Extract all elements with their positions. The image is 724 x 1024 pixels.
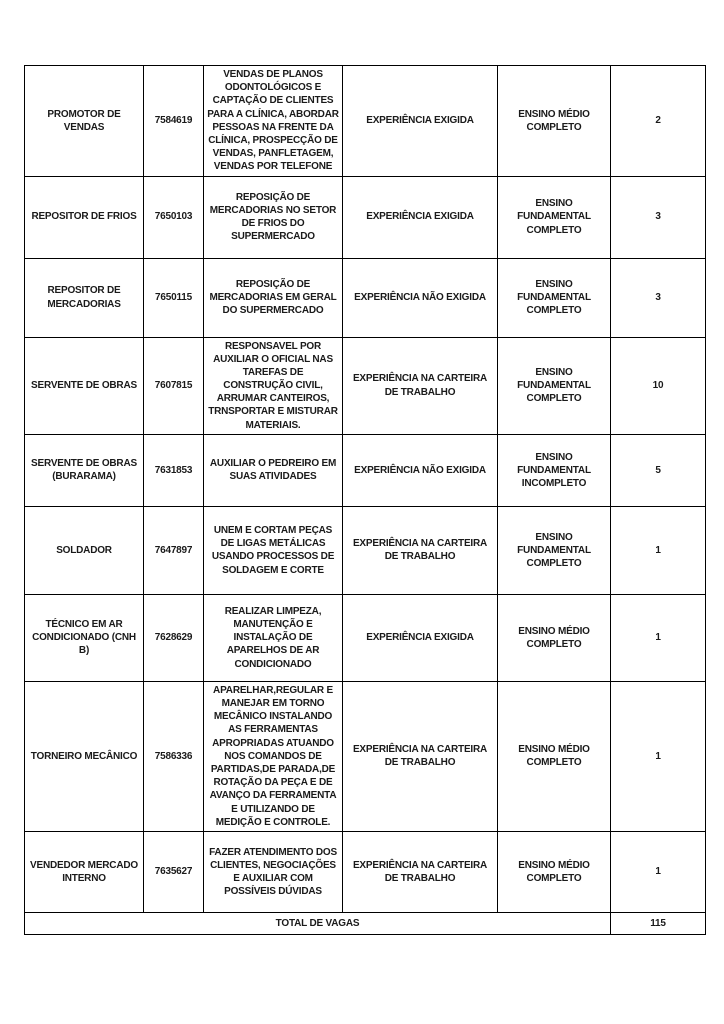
experience-cell: EXPERIÊNCIA NA CARTEIRA DE TRABALHO	[343, 831, 498, 912]
description-cell: REALIZAR LIMPEZA, MANUTENÇÃO E INSTALAÇÃO DE APARELHOS DE AR CONDICIONADO	[204, 594, 343, 681]
job-title-cell: TORNEIRO MECÂNICO	[25, 681, 144, 831]
job-title-cell: VENDEDOR MERCADO INTERNO	[25, 831, 144, 912]
code-cell: 7647897	[144, 506, 204, 594]
code-cell: 7584619	[144, 66, 204, 177]
description-cell: REPOSIÇÃO DE MERCADORIAS EM GERAL DO SUPERMERCADO	[204, 258, 343, 337]
education-cell: ENSINO MÉDIO COMPLETO	[498, 831, 611, 912]
vacancies-cell: 1	[611, 681, 706, 831]
experience-cell: EXPERIÊNCIA NA CARTEIRA DE TRABALHO	[343, 337, 498, 434]
table-row	[25, 66, 706, 177]
job-title-cell: REPOSITOR DE FRIOS	[25, 176, 144, 258]
table-row	[25, 594, 706, 681]
vacancies-cell: 5	[611, 434, 706, 506]
code-cell: 7631853	[144, 434, 204, 506]
vacancies-cell: 1	[611, 506, 706, 594]
vacancies-cell: 3	[611, 258, 706, 337]
description-cell: FAZER ATENDIMENTO DOS CLIENTES, NEGOCIAÇÕES E AUXILIAR COM POSSÍVEIS DÚVIDAS	[204, 831, 343, 912]
table-row	[25, 506, 706, 594]
job-title-cell: SOLDADOR	[25, 506, 144, 594]
experience-cell: EXPERIÊNCIA NA CARTEIRA DE TRABALHO	[343, 681, 498, 831]
description-cell: AUXILIAR O PEDREIRO EM SUAS ATIVIDADES	[204, 434, 343, 506]
table-row	[25, 681, 706, 831]
description-cell: REPOSIÇÃO DE MERCADORIAS NO SETOR DE FRIOS DO SUPERMERCADO	[204, 176, 343, 258]
code-cell: 7586336	[144, 681, 204, 831]
total-value-cell: 115	[611, 912, 706, 934]
total-label-cell: TOTAL DE VAGAS	[25, 912, 611, 934]
education-cell: ENSINO FUNDAMENTAL COMPLETO	[498, 337, 611, 434]
experience-cell: EXPERIÊNCIA EXIGIDA	[343, 594, 498, 681]
code-cell: 7628629	[144, 594, 204, 681]
vacancies-cell: 3	[611, 176, 706, 258]
experience-cell: EXPERIÊNCIA EXIGIDA	[343, 66, 498, 177]
code-cell: 7650103	[144, 176, 204, 258]
education-cell: ENSINO MÉDIO COMPLETO	[498, 66, 611, 177]
description-cell: APARELHAR,REGULAR E MANEJAR EM TORNO MECÂNICO INSTALANDO AS FERRAMENTAS APROPRIADAS ATUANDO NOS COMANDOS DE PARTIDAS,DE PARADA,DE ROTAÇÃO DA PEÇA E DE AVANÇO DA FERRAMENTA E UTILIZANDO DE MEDIÇÃO E CONTROLE.	[204, 681, 343, 831]
description-cell: RESPONSAVEL POR AUXILIAR O OFICIAL NAS TAREFAS DE CONSTRUÇÃO CIVIL, ARRUMAR CANTEIROS, TRNSPORTAR E MISTURAR MATERIAIS.	[204, 337, 343, 434]
experience-cell: EXPERIÊNCIA NÃO EXIGIDA	[343, 258, 498, 337]
education-cell: ENSINO FUNDAMENTAL INCOMPLETO	[498, 434, 611, 506]
description-cell: UNEM E CORTAM PEÇAS DE LIGAS METÁLICAS USANDO PROCESSOS DE SOLDAGEM E CORTE	[204, 506, 343, 594]
job-title-cell: PROMOTOR DE VENDAS	[25, 66, 144, 177]
education-cell: ENSINO FUNDAMENTAL COMPLETO	[498, 506, 611, 594]
code-cell: 7650115	[144, 258, 204, 337]
vacancies-table	[24, 65, 706, 935]
experience-cell: EXPERIÊNCIA NÃO EXIGIDA	[343, 434, 498, 506]
education-cell: ENSINO FUNDAMENTAL COMPLETO	[498, 258, 611, 337]
table-row	[25, 434, 706, 506]
table-row	[25, 258, 706, 337]
experience-cell: EXPERIÊNCIA EXIGIDA	[343, 176, 498, 258]
table-row	[25, 176, 706, 258]
job-title-cell: SERVENTE DE OBRAS (BURARAMA)	[25, 434, 144, 506]
job-title-cell: REPOSITOR DE MERCADORIAS	[25, 258, 144, 337]
vacancies-cell: 1	[611, 831, 706, 912]
description-cell: VENDAS DE PLANOS ODONTOLÓGICOS E CAPTAÇÃO DE CLIENTES PARA A CLÍNICA, ABORDAR PESSOAS NA FRENTE DA CLÍNICA, PROSPECÇÃO DE VENDAS, PANFLETAGEM, VENDAS POR TELEFONE	[204, 66, 343, 177]
education-cell: ENSINO FUNDAMENTAL COMPLETO	[498, 176, 611, 258]
table-row	[25, 831, 706, 912]
job-title-cell: TÉCNICO EM AR CONDICIONADO (CNH B)	[25, 594, 144, 681]
vacancies-cell: 2	[611, 66, 706, 177]
job-title-cell: SERVENTE DE OBRAS	[25, 337, 144, 434]
education-cell: ENSINO MÉDIO COMPLETO	[498, 594, 611, 681]
education-cell: ENSINO MÉDIO COMPLETO	[498, 681, 611, 831]
vacancies-cell: 10	[611, 337, 706, 434]
table-row	[25, 337, 706, 434]
total-row	[25, 912, 706, 934]
code-cell: 7635627	[144, 831, 204, 912]
vacancies-cell: 1	[611, 594, 706, 681]
experience-cell: EXPERIÊNCIA NA CARTEIRA DE TRABALHO	[343, 506, 498, 594]
code-cell: 7607815	[144, 337, 204, 434]
